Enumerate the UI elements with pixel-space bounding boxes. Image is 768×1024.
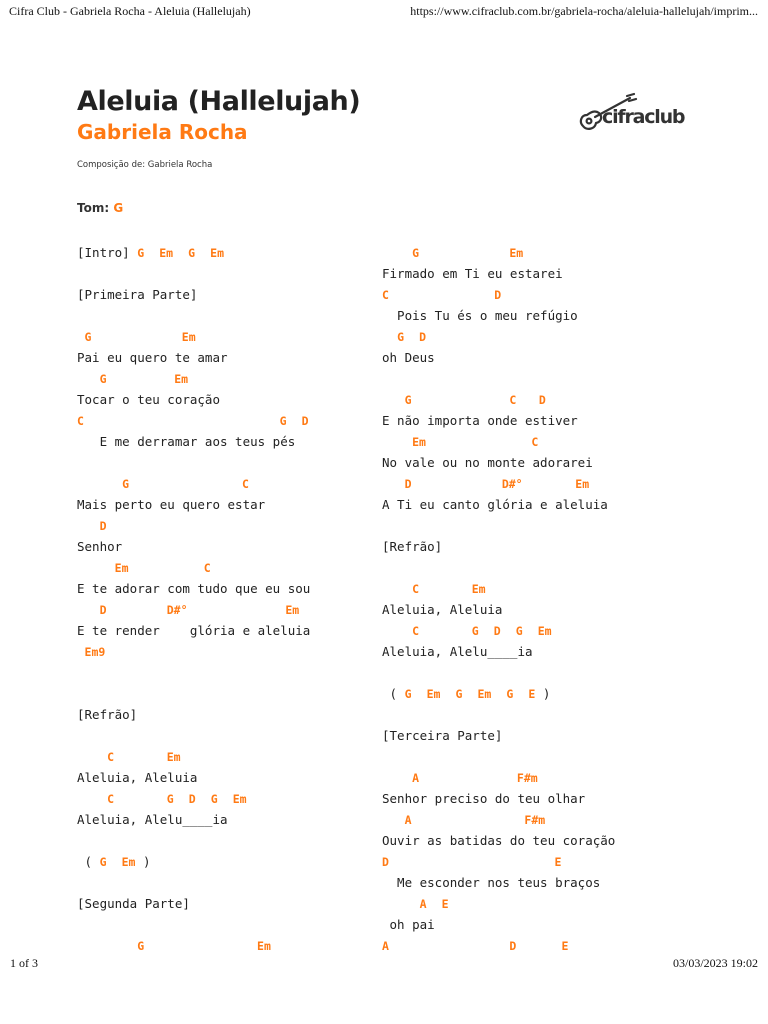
chord-spacing [77, 791, 107, 806]
chord-line [77, 410, 377, 431]
lyric-line [382, 494, 682, 515]
key-chord[interactable]: G [113, 201, 124, 215]
lyric-line [382, 641, 682, 662]
chord-spacing [91, 329, 181, 344]
chord-sheet-left-column [77, 242, 377, 956]
chord-line [77, 368, 377, 389]
chord-spacing [77, 749, 107, 764]
blank-line [77, 830, 377, 851]
chord[interactable]: A [382, 939, 389, 953]
chord-spacing [382, 812, 405, 827]
chord-spacing [77, 560, 115, 575]
lyric-text: [Refrão] [77, 707, 138, 722]
chord-spacing [382, 245, 412, 260]
chord[interactable]: G [122, 477, 130, 491]
chord-line [77, 557, 377, 578]
lyric-line [382, 452, 682, 473]
lyric-text: Senhor [77, 539, 123, 554]
chord[interactable]: G [455, 687, 463, 701]
lyric-line [77, 536, 377, 557]
chord-spacing [129, 476, 242, 491]
chord-line [77, 788, 377, 809]
chord-spacing [287, 413, 302, 428]
blank-line [382, 557, 682, 578]
chord[interactable]: G [506, 687, 514, 701]
blank-line [382, 515, 682, 536]
lyric-line [382, 536, 682, 557]
lyric-line [77, 494, 377, 515]
chord-line [382, 620, 682, 641]
chord[interactable]: Em [114, 561, 129, 575]
chord-spacing [77, 518, 100, 533]
chord[interactable]: C [77, 414, 84, 428]
chord-spacing [479, 623, 494, 638]
chord[interactable]: D [493, 624, 501, 638]
chord-line [382, 893, 682, 914]
chord-spacing [419, 581, 472, 596]
artist-name[interactable]: Gabriela Rocha [77, 120, 248, 144]
lyric-line [382, 788, 682, 809]
chord-line [382, 809, 682, 830]
lyric-text: Pois Tu és o meu refúgio [382, 308, 578, 323]
page-url[interactable]: https://www.cifraclub.com.br/gabriela-rocha/aleluia-hallelujah/imprim... [410, 4, 758, 18]
chord[interactable]: Em [210, 246, 224, 260]
chord[interactable]: D [419, 330, 426, 344]
chord[interactable]: G [99, 855, 107, 869]
chord[interactable]: D [188, 792, 196, 806]
cifraclub-logo[interactable] [578, 92, 685, 136]
lyric-text: oh Deus [382, 350, 435, 365]
chord-spacing [501, 623, 516, 638]
chord-line [382, 284, 682, 305]
chord-spacing [513, 686, 528, 701]
chord[interactable]: C [107, 792, 115, 806]
lyric-line [382, 599, 682, 620]
chord-line [77, 326, 377, 347]
lyric-text: Tocar o teu coração [77, 392, 220, 407]
blank-line [77, 683, 377, 704]
lyric-line [77, 347, 377, 368]
blank-line [77, 452, 377, 473]
chord[interactable]: E [554, 855, 562, 869]
chord[interactable]: C [382, 288, 389, 302]
blank-line [382, 662, 682, 683]
lyric-text: Aleluia, Alelu____ia [77, 812, 228, 827]
lyric-text: Pai eu quero te amar [77, 350, 228, 365]
chord[interactable]: D#° [501, 477, 523, 491]
chord[interactable]: Em [159, 246, 174, 260]
chord-spacing [173, 245, 188, 260]
chord[interactable]: F#m [524, 813, 546, 827]
lyric-text: Ouvir as batidas do teu coração [382, 833, 616, 848]
chord[interactable]: Em [121, 855, 136, 869]
chord-line [77, 641, 377, 662]
chord-line [382, 683, 682, 704]
chord-line [77, 515, 377, 536]
chord[interactable]: G [471, 624, 479, 638]
chord-spacing [382, 434, 412, 449]
chord-spacing [440, 686, 455, 701]
blank-line [77, 263, 377, 284]
song-key [77, 201, 123, 215]
blank-line [382, 368, 682, 389]
blank-line [382, 704, 682, 725]
chord[interactable]: Em [181, 330, 196, 344]
chord[interactable]: Em [471, 582, 486, 596]
chord-spacing [77, 938, 137, 953]
chord-spacing [114, 749, 167, 764]
key-label: Tom: [77, 201, 110, 215]
lyric-text: oh pai [382, 917, 435, 932]
chord[interactable]: Em [257, 939, 271, 953]
lyric-text: No vale ou no monte adorarei [382, 455, 593, 470]
chord[interactable]: G [137, 246, 145, 260]
blank-line [382, 746, 682, 767]
chord-spacing [516, 938, 561, 953]
chord-line [382, 242, 682, 263]
chord-line [77, 935, 377, 956]
chord[interactable]: E [528, 687, 536, 701]
logo-wordmark: cifraclub [602, 106, 685, 128]
page-counter: 1 of 3 [10, 956, 38, 970]
chord-line [382, 473, 682, 494]
chord[interactable]: E [561, 939, 569, 953]
lyric-line [77, 893, 377, 914]
chord[interactable]: D [509, 939, 517, 953]
chord-spacing [419, 623, 472, 638]
chord[interactable]: C [203, 561, 211, 575]
chord[interactable]: D [382, 855, 389, 869]
chord[interactable]: Em [232, 792, 247, 806]
lyric-text: [Refrão] [382, 539, 443, 554]
chord[interactable]: D [99, 519, 107, 533]
lyric-line [77, 767, 377, 788]
chord[interactable]: D [301, 414, 309, 428]
lyric-line [77, 389, 377, 410]
lyric-line [382, 872, 682, 893]
chord-spacing [144, 938, 257, 953]
chord-spacing [382, 896, 420, 911]
chord-spacing [196, 791, 211, 806]
chord-spacing [412, 686, 427, 701]
chord[interactable]: Em [174, 372, 189, 386]
lyric-text: Senhor preciso do teu olhar [382, 791, 586, 806]
chord-spacing [107, 602, 167, 617]
lyric-line [382, 347, 682, 368]
chord-line [382, 431, 682, 452]
chord[interactable]: A [419, 897, 427, 911]
chord-spacing [427, 896, 442, 911]
lyric-line [77, 431, 377, 452]
chord[interactable]: Em9 [84, 645, 106, 659]
chord-spacing [491, 686, 506, 701]
blank-line [77, 305, 377, 326]
chord-spacing [389, 287, 494, 302]
chord-spacing [382, 770, 412, 785]
chord[interactable]: Em [509, 246, 524, 260]
tab-title: Cifra Club - Gabriela Rocha - Aleluia (Hallelujah) [9, 4, 251, 18]
chord-spacing [114, 791, 167, 806]
chord-line [77, 851, 377, 872]
chord[interactable]: G [210, 792, 218, 806]
chord-line [382, 767, 682, 788]
blank-line [77, 662, 377, 683]
chord[interactable]: C [241, 477, 249, 491]
chord-line [77, 599, 377, 620]
lyric-text: Firmado em Ti eu estarei [382, 266, 563, 281]
chord[interactable]: G [166, 792, 174, 806]
lyric-line [382, 305, 682, 326]
chord[interactable]: D [538, 393, 546, 407]
chord[interactable]: G [279, 414, 287, 428]
chord[interactable]: D#° [166, 603, 188, 617]
chord-spacing [188, 602, 286, 617]
chord-spacing [77, 644, 85, 659]
chord-line [382, 326, 682, 347]
chord-spacing [426, 434, 531, 449]
chord-line [382, 851, 682, 872]
chord[interactable]: G [84, 330, 92, 344]
chord[interactable]: C [509, 393, 517, 407]
chord[interactable]: Em [575, 477, 590, 491]
chord-line [77, 473, 377, 494]
lyric-text: [Primeira Parte] [77, 287, 198, 302]
chord-spacing [382, 476, 405, 491]
chord-spacing [412, 392, 510, 407]
lyric-line [77, 620, 377, 641]
print-datetime: 03/03/2023 19:02 [672, 956, 758, 970]
chord[interactable]: C [107, 750, 115, 764]
chord-spacing [382, 623, 412, 638]
blank-line [77, 914, 377, 935]
chord-spacing [77, 476, 122, 491]
blank-line [77, 725, 377, 746]
chord-spacing [218, 791, 233, 806]
chord[interactable]: A [404, 813, 412, 827]
chord[interactable]: Em [477, 687, 492, 701]
chord-spacing: ( [382, 686, 405, 701]
chord[interactable]: Em [426, 687, 441, 701]
lyric-line [382, 830, 682, 851]
lyric-line [382, 410, 682, 431]
chord-spacing [77, 329, 85, 344]
chord-spacing [107, 371, 175, 386]
lyric-text: E te adorar com tudo que eu sou [77, 581, 311, 596]
chord-spacing: [Intro] [77, 245, 138, 260]
chord-line [382, 935, 682, 956]
chord-spacing [412, 812, 525, 827]
chord[interactable]: E [441, 897, 449, 911]
lyric-line [77, 284, 377, 305]
chord-line [382, 389, 682, 410]
chord[interactable]: G [412, 246, 420, 260]
lyric-text: E não importa onde estiver [382, 413, 578, 428]
chord[interactable]: Em [285, 603, 300, 617]
chord-spacing [382, 329, 397, 344]
chord-spacing [516, 392, 539, 407]
chord-spacing [389, 938, 509, 953]
lyric-text: Aleluia, Aleluia [382, 602, 503, 617]
chord[interactable]: G [404, 687, 412, 701]
chord-spacing [382, 392, 405, 407]
lyric-text: Mais perto eu quero estar [77, 497, 266, 512]
lyric-text: Me esconder nos teus braços [382, 875, 601, 890]
chord[interactable]: G [188, 246, 196, 260]
lyric-line [382, 914, 682, 935]
chord[interactable]: G [99, 372, 107, 386]
lyric-text: Aleluia, Aleluia [77, 770, 198, 785]
chord[interactable]: D [404, 477, 412, 491]
lyric-text: E me derramar aos teus pés [77, 434, 296, 449]
chord[interactable]: C [531, 435, 539, 449]
chord-spacing [389, 854, 555, 869]
chord-spacing: ) [135, 854, 151, 869]
lyric-line [77, 809, 377, 830]
lyric-line [382, 725, 682, 746]
chord[interactable]: G [397, 330, 404, 344]
blank-line [77, 872, 377, 893]
chord[interactable]: G [137, 939, 145, 953]
composer-credit: Composição de: Gabriela Rocha [77, 160, 213, 170]
lyric-text: A Ti eu canto glória e aleluia [382, 497, 608, 512]
lyric-text: Aleluia, Alelu____ia [382, 644, 533, 659]
chord[interactable]: C [412, 624, 420, 638]
chord[interactable]: Em [166, 750, 181, 764]
chord-spacing [382, 581, 412, 596]
chord-spacing [462, 686, 477, 701]
chord-spacing [77, 602, 100, 617]
chord-line [382, 578, 682, 599]
lyric-line [382, 263, 682, 284]
song-title: Aleluia (Hallelujah) [77, 86, 361, 117]
chord-spacing [77, 371, 100, 386]
chord[interactable]: Em [537, 624, 552, 638]
chord-sheet-right-column [382, 242, 682, 956]
chord-spacing [523, 623, 538, 638]
chord-spacing [412, 476, 502, 491]
chord[interactable]: G [404, 393, 412, 407]
chord-spacing: ) [535, 686, 551, 701]
lyric-text: [Segunda Parte] [77, 896, 190, 911]
lyric-text: E te render glória e aleluia [77, 623, 311, 638]
chord-line [77, 242, 377, 263]
chord-spacing [129, 560, 204, 575]
lyric-line [77, 578, 377, 599]
chord[interactable]: D [494, 288, 502, 302]
chord-spacing [144, 245, 159, 260]
chord[interactable]: Em [412, 435, 426, 449]
chord-spacing [523, 476, 576, 491]
chord-spacing: ( [77, 854, 100, 869]
chord-spacing [404, 329, 419, 344]
chord-spacing [107, 854, 122, 869]
chord-spacing [174, 791, 189, 806]
chord[interactable]: A [412, 771, 420, 785]
chord[interactable]: C [412, 582, 420, 596]
chord-spacing [195, 245, 210, 260]
chord[interactable]: D [99, 603, 107, 617]
chord-line [77, 746, 377, 767]
lyric-line [77, 704, 377, 725]
chord-spacing [419, 245, 509, 260]
chord-spacing [419, 770, 517, 785]
lyric-text: [Terceira Parte] [382, 728, 503, 743]
chord-spacing [84, 413, 280, 428]
chord[interactable]: F#m [516, 771, 538, 785]
chord[interactable]: G [515, 624, 523, 638]
